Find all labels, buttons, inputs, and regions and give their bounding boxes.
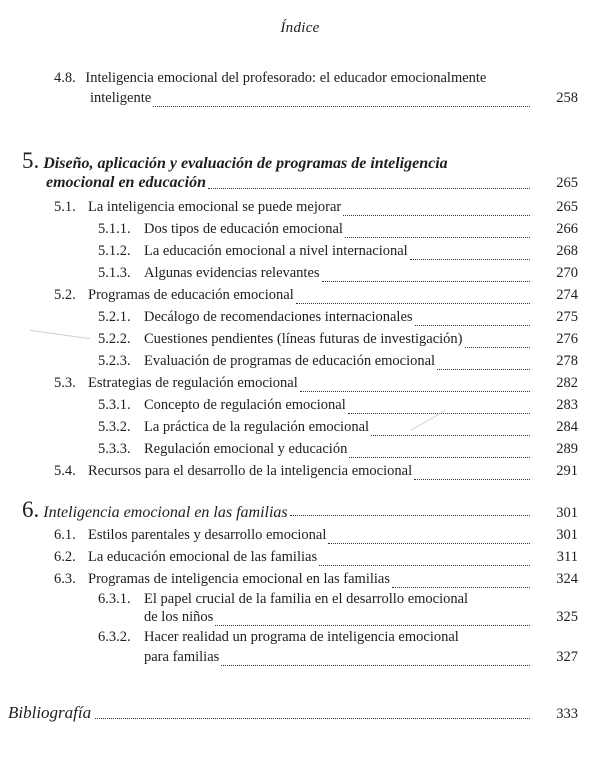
dot-leader	[319, 564, 530, 566]
entry-number: 5.1.2.	[98, 243, 131, 259]
entry-text: Inteligencia emocional del profesorado: el educador emocionalmente	[85, 70, 487, 86]
entry-text: Programas de educación emocional	[88, 287, 294, 303]
dot-leader	[290, 514, 530, 516]
dot-leader	[215, 624, 530, 626]
dot-leader	[221, 664, 530, 666]
entry-text: Algunas evidencias relevantes	[144, 265, 320, 281]
dot-leader	[465, 346, 530, 348]
scan-artifact	[30, 330, 90, 339]
dot-leader	[95, 717, 530, 719]
toc-entry-6-1	[54, 527, 578, 549]
chapter-number: 5.	[22, 148, 40, 173]
entry-page: 265	[556, 175, 578, 191]
chapter-title: Diseño, aplicación y evaluación de programas de inteligencia	[43, 155, 448, 172]
entry-page: 282	[556, 375, 578, 391]
entry-page: 291	[556, 463, 578, 479]
entry-number: 5.2.2.	[98, 331, 131, 347]
entry-number: 5.2.1.	[98, 309, 131, 325]
running-header: Índice	[280, 20, 320, 36]
toc-entry-5-3-2	[98, 419, 578, 441]
entry-page: 333	[556, 706, 578, 722]
dot-leader	[410, 258, 530, 260]
dot-leader	[345, 236, 530, 238]
chapter-5-title-line1	[22, 148, 448, 174]
toc-entry-5-4	[54, 463, 578, 485]
dot-leader	[414, 478, 530, 480]
entry-page: 278	[556, 353, 578, 369]
entry-page: 275	[556, 309, 578, 325]
entry-page: 301	[556, 527, 578, 543]
toc-entry-6-3-1-line1	[98, 591, 468, 608]
chapter-title: emocional en educación	[46, 174, 206, 191]
entry-text: Regulación emocional y educación	[144, 441, 348, 457]
toc-entry-5-2-2	[98, 331, 578, 353]
entry-text: inteligente	[90, 90, 152, 106]
chapter-6-title	[22, 497, 578, 523]
dot-leader	[343, 214, 530, 216]
chapter-title: Inteligencia emocional en las familias	[43, 504, 288, 521]
toc-entry-5-1	[54, 199, 578, 221]
entry-page: 274	[556, 287, 578, 303]
entry-text: La práctica de la regulación emocional	[144, 419, 370, 435]
toc-entry-5-3-1	[98, 397, 578, 419]
entry-number: 5.3.2.	[98, 419, 131, 435]
toc-entry-5-1-1	[98, 221, 578, 243]
entry-number: 6.3.1.	[98, 591, 131, 607]
entry-text: para familias	[144, 649, 220, 665]
entry-number: 5.3.1.	[98, 397, 131, 413]
entry-text: Programas de inteligencia emocional en las familias	[88, 571, 390, 587]
toc-entry-5-3	[54, 375, 578, 397]
dot-leader	[371, 434, 530, 436]
entry-page: 283	[556, 397, 578, 413]
entry-text: El papel crucial de la familia en el desarrollo emocional	[144, 591, 469, 607]
toc-entry-5-2-1	[98, 309, 578, 331]
entry-number: 5.3.	[54, 375, 76, 391]
entry-text: La educación emocional de las familias	[88, 549, 318, 565]
entry-text: Recursos para el desarrollo de la inteligencia emocional	[88, 463, 413, 479]
entry-page: 268	[556, 243, 578, 259]
chapter-5-title-line2	[46, 174, 578, 192]
dot-leader	[415, 324, 530, 326]
entry-page: 284	[556, 419, 578, 435]
toc-entry-4-8-line2	[90, 90, 578, 112]
entry-page: 325	[556, 609, 578, 625]
dot-leader	[328, 542, 530, 544]
toc-entry-4-8-line1	[54, 70, 486, 87]
toc-entry-5-1-3	[98, 265, 578, 287]
toc-entry-6-3-1-line2	[144, 609, 578, 631]
dot-leader	[392, 586, 530, 588]
dot-leader	[322, 280, 530, 282]
entry-text: Estrategias de regulación emocional	[88, 375, 298, 391]
toc-entry-6-3-2-line1	[98, 629, 459, 646]
dot-leader	[300, 390, 530, 392]
entry-page: 266	[556, 221, 578, 237]
entry-text: Dos tipos de educación emocional	[144, 221, 343, 237]
entry-page: 265	[556, 199, 578, 215]
entry-number: 5.2.3.	[98, 353, 131, 369]
entry-number: 5.4.	[54, 463, 76, 479]
entry-page: 270	[556, 265, 578, 281]
chapter-number: 6.	[22, 497, 40, 522]
toc-entry-6-3-2-line2	[144, 649, 578, 671]
entry-text: La educación emocional a nivel internacional	[144, 243, 408, 259]
entry-text: Concepto de regulación emocional	[144, 397, 346, 413]
toc-entry-6-2	[54, 549, 578, 571]
toc-entry-5-2	[54, 287, 578, 309]
entry-text: Cuestiones pendientes (líneas futuras de investigación)	[144, 331, 463, 347]
dot-leader	[208, 187, 530, 189]
dot-leader	[349, 456, 530, 458]
entry-number: 5.1.3.	[98, 265, 131, 281]
entry-text: Hacer realidad un programa de inteligencia emocional	[144, 629, 459, 645]
entry-number: 6.1.	[54, 527, 76, 543]
entry-page: 327	[556, 649, 578, 665]
entry-page: 301	[556, 505, 578, 521]
toc-entry-6-3	[54, 571, 578, 593]
entry-text: Bibliografía	[8, 703, 92, 722]
entry-page: 276	[556, 331, 578, 347]
entry-text: La inteligencia emocional se puede mejorar	[88, 199, 342, 215]
entry-text: Evaluación de programas de educación emocional	[144, 353, 436, 369]
entry-number: 5.1.	[54, 199, 76, 215]
entry-text: Estilos parentales y desarrollo emocional	[88, 527, 327, 543]
entry-page: 311	[556, 549, 578, 565]
entry-number: 5.3.3.	[98, 441, 131, 457]
entry-number: 6.2.	[54, 549, 76, 565]
entry-text: de los niños	[144, 609, 214, 625]
dot-leader	[153, 105, 530, 107]
entry-page: 289	[556, 441, 578, 457]
entry-page: 324	[556, 571, 578, 587]
toc-entry-5-1-2	[98, 243, 578, 265]
entry-number: 4.8.	[54, 70, 76, 86]
dot-leader	[437, 368, 530, 370]
dot-leader	[296, 302, 530, 304]
toc-entry-bibliography	[8, 703, 578, 723]
toc-entry-5-2-3	[98, 353, 578, 375]
entry-number: 6.3.2.	[98, 629, 131, 645]
entry-text: Decálogo de recomendaciones internacionales	[144, 309, 413, 325]
entry-number: 5.2.	[54, 287, 76, 303]
entry-page: 258	[556, 90, 578, 106]
entry-number: 6.3.	[54, 571, 76, 587]
toc-entry-5-3-3	[98, 441, 578, 463]
entry-number: 5.1.1.	[98, 221, 131, 237]
